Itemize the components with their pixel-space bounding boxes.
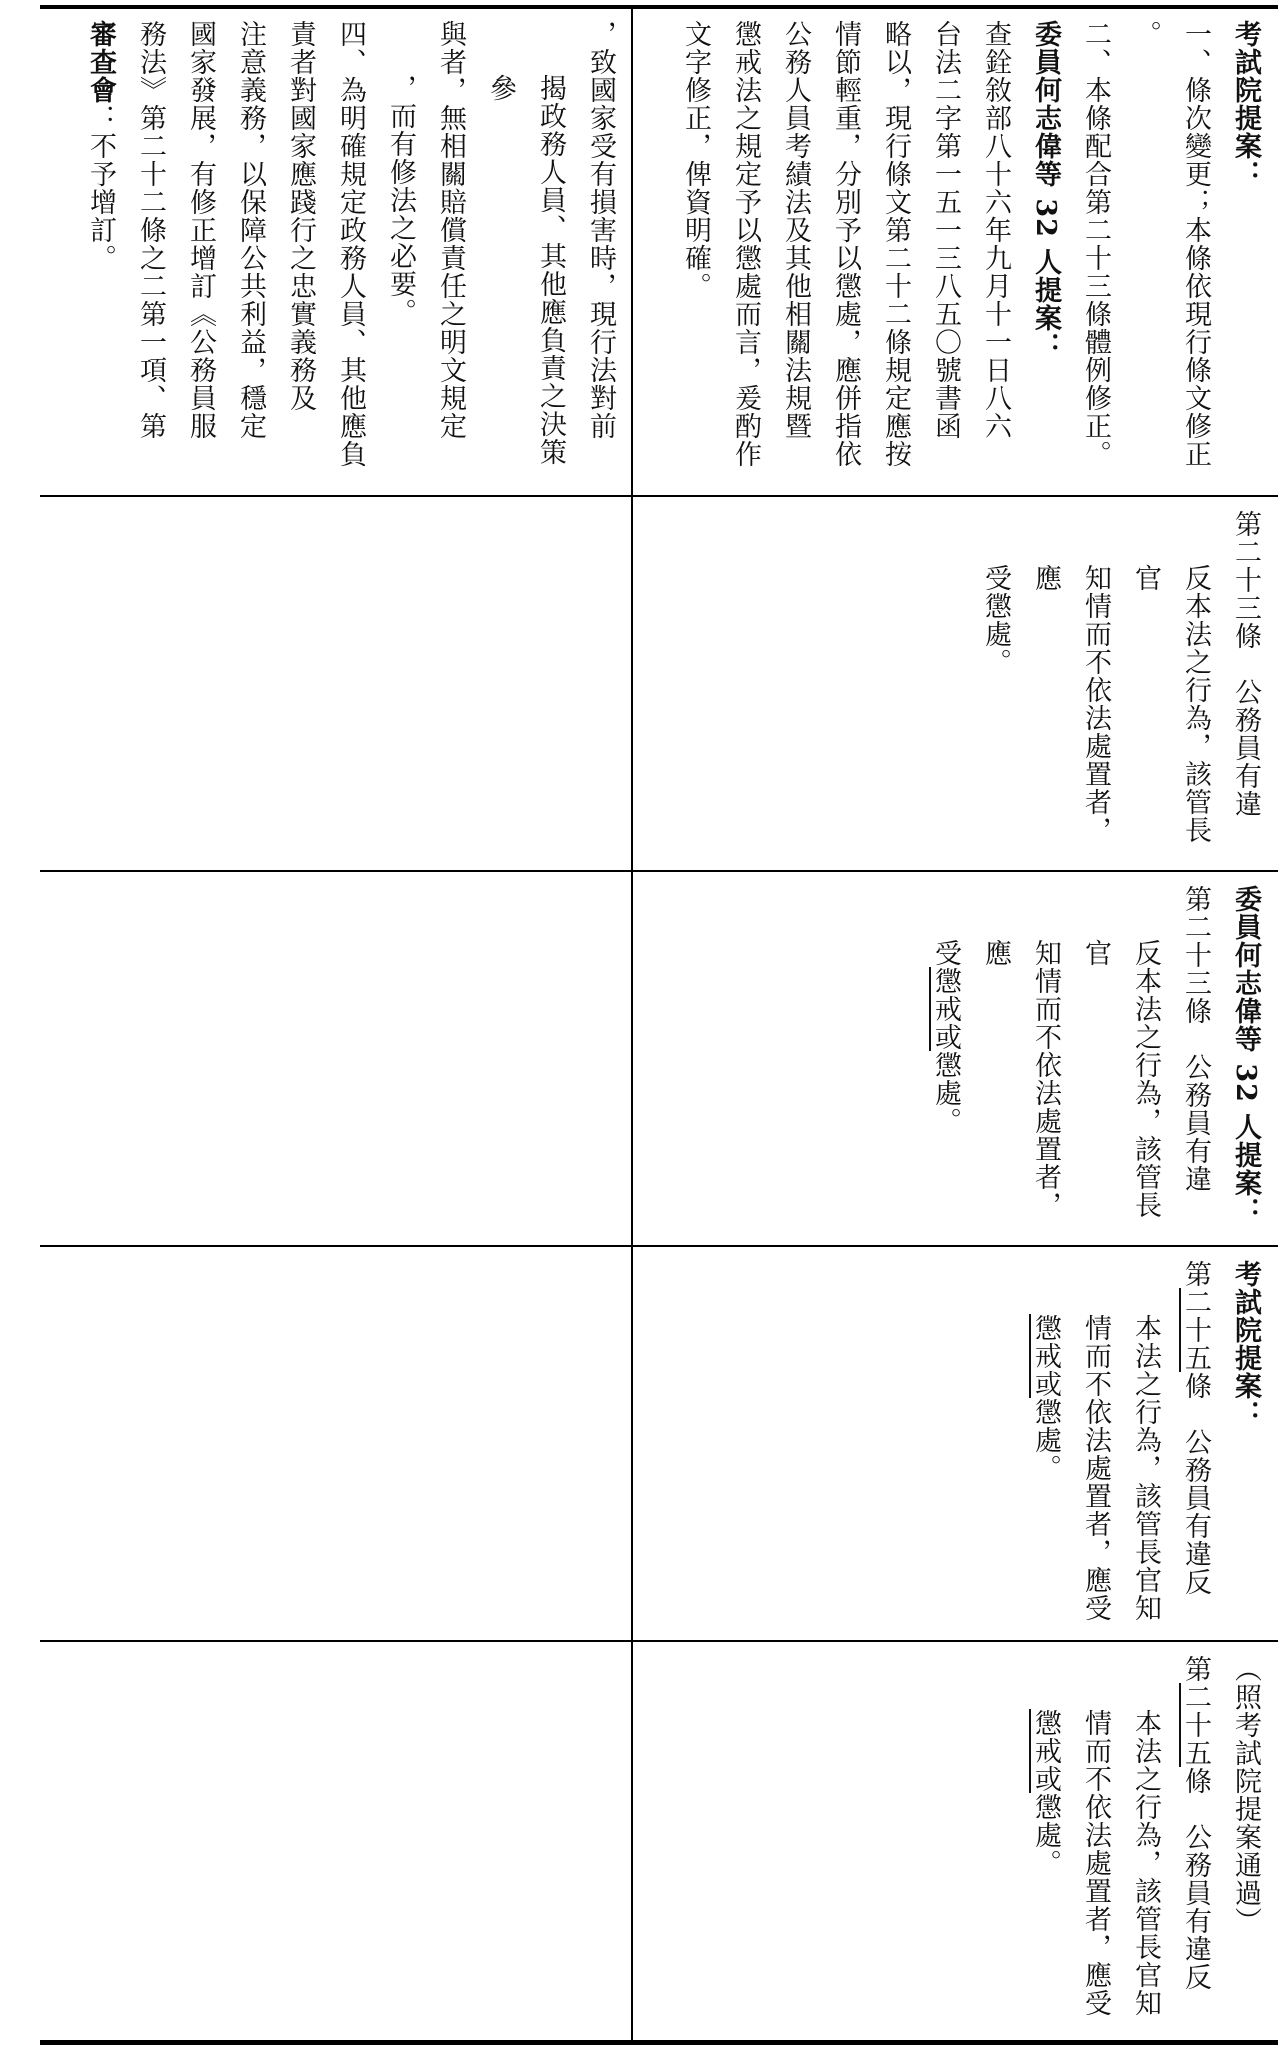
explanation-line: 二、本條配合第二十三條體例修正。 [1080, 20, 1111, 468]
exam-yuan-proposal-cell [640, 1260, 1270, 1635]
review-text: ：不予增訂。 [85, 104, 116, 272]
explanation-line: ，致國家受有損害時，現行法對前 [585, 20, 616, 440]
row-divider-4 [40, 1640, 1278, 1642]
explanation-line: 懲戒法之規定予以懲處而言，爰酌作 [730, 20, 761, 468]
review-result-cell [640, 1655, 1270, 2035]
article-line: 知情而不依法處置者，應 [980, 939, 1061, 1219]
explanation-line: 責者對國家應踐行之忠實義務及 [285, 20, 316, 412]
amended-text: 懲戒或 [1030, 1314, 1061, 1398]
article-line: 反本法之行為，該管長官 [1080, 939, 1161, 1219]
article-line: 本法之行為，該管長官知 [1130, 1709, 1161, 2017]
explanation-line: 情節輕重，分別予以懲處，應併指依 [830, 20, 861, 468]
article-line: 第二十五條 公務員有違反 [1180, 1655, 1211, 1991]
explanation-cell-row1-right [640, 20, 1270, 490]
article-line: 第二十三條 公務員有違 [1230, 510, 1261, 818]
article-line: 第二十三條 公務員有違 [1180, 885, 1211, 1193]
article-line: 反本法之行為，該管長官 [1130, 564, 1211, 844]
explanation-line: 文字修正，俾資明確。 [680, 20, 711, 300]
article-line: 受懲處。 [980, 564, 1011, 676]
amended-text: 懲戒或 [930, 967, 961, 1051]
review-result-heading: （照考試院提案通過） [1230, 1655, 1261, 1935]
explanation-line: 四、為明確規定政務人員、其他應負 [335, 20, 366, 468]
article-line: 本法之行為，該管長官知 [1130, 1314, 1161, 1622]
proposal-heading: 委員何志偉等 32 人提案： [1230, 885, 1261, 1226]
article-line: 懲戒或懲處。 [1030, 1709, 1061, 1877]
row-divider-3 [40, 1245, 1278, 1247]
amended-text: 懲戒或 [1030, 1709, 1061, 1793]
amended-text: 二十五 [1180, 1288, 1211, 1372]
current-law-cell [640, 510, 1270, 865]
review-note [75, 20, 125, 490]
article-line: 懲戒或懲處。 [1030, 1314, 1061, 1482]
article-line: 第二十五條 公務員有違反 [1180, 1260, 1211, 1596]
explanation-line: 略以，現行條文第二十二條規定應按 [880, 20, 911, 468]
explanation-line: 務法》第二十二條之二第一項、第 [135, 20, 166, 440]
explanation-line: 台法二字第一五一三八五〇號書函 [930, 20, 961, 440]
explanation-line: 。 [1130, 20, 1161, 48]
explanation-line: 一、條次變更；本條依現行條文修正 [1180, 20, 1211, 468]
explanation-line: 注意義務，以保障公共利益，穩定 [235, 20, 266, 440]
explanation-line: ，而有修法之必要。 [385, 74, 416, 326]
legislator-proposal-cell [640, 885, 1270, 1240]
article-line: 受懲戒或懲處。 [930, 939, 961, 1135]
row-divider-1 [40, 495, 1278, 497]
table-border-top [40, 5, 1278, 9]
table-border-bottom [40, 2040, 1278, 2045]
explanation-line: 揭政務人員、其他應負責之決策參 [485, 74, 566, 466]
explanation-line: 公務人員考績法及其他相關法規暨 [780, 20, 811, 440]
proposal-heading: 委員何志偉等 32 人提案： [1030, 20, 1061, 361]
proposal-heading: 考試院提案： [1230, 1260, 1261, 1428]
article-line: 情而不依法處置者，應受 [1080, 1314, 1111, 1622]
article-line: 知情而不依法處置者，應 [1030, 564, 1111, 844]
article-line: 情而不依法處置者，應受 [1080, 1709, 1111, 2017]
explanation-line: 國家發展，有修正增訂《公務員服 [185, 20, 216, 440]
proposal-heading: 考試院提案： [1230, 20, 1261, 188]
amended-text: 二十五 [1180, 1683, 1211, 1767]
explanation-line: 查銓敘部八十六年九月十一日八六 [980, 20, 1011, 440]
column-divider [631, 5, 633, 2045]
review-label: 審查會 [85, 20, 116, 104]
explanation-cell-row1 [45, 20, 625, 490]
row-divider-2 [40, 870, 1278, 872]
explanation-line: 與者，無相關賠償責任之明文規定 [435, 20, 466, 440]
